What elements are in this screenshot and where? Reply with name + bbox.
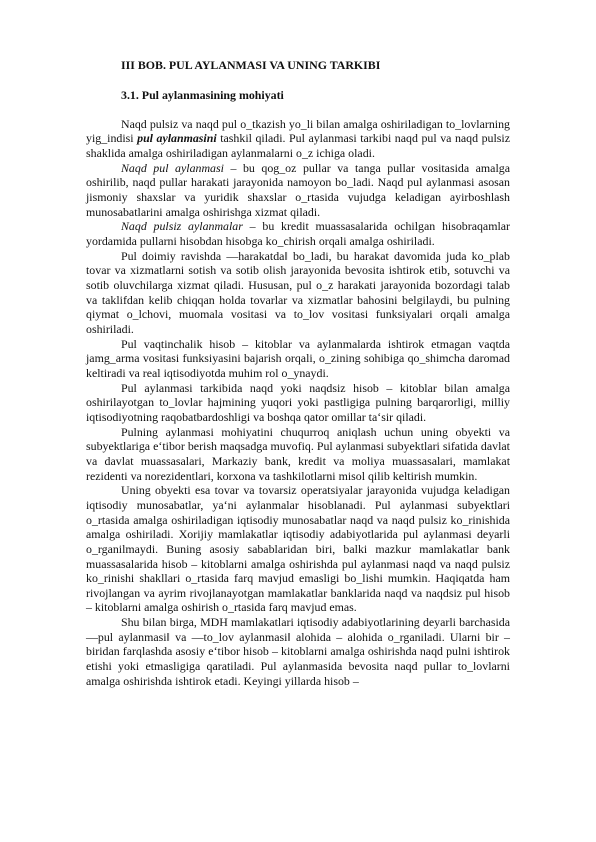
paragraph-3-text: – bu kredit muassasalarida ochilgan hisobraqamlar yordamida pullarni hisobdan hisobga ko_chirish orqali amalga oshiriladi. (86, 219, 510, 249)
paragraph-9: Shu bilan birga, MDH mamlakatlari iqtisodiy adabiyotlarining deyarli barchasida ―pul aylanmasi‖ va ―to_lov aylanmasi‖ alohida – alohida o_rganiladi. Ularni bir – biridan farqlashda asosiy e‘tibor hisob – kitoblarni amalga oshirishda naqd pulni ishtirok etishi yoki etmasligiga qaratiladi. Pul aylanmasida bevosita naqd pullar to_lovlarni amalga oshirishda ishtirok etadi. Keyingi yillarda hisob – (86, 615, 510, 688)
chapter-title: III BOB. PUL AYLANMASI VA UNING TARKIBI (121, 58, 381, 72)
paragraph-1-text: Naqd pulsiz va naqd pul o_tkazish yo_li bilan amalga oshiriladigan to_lovlarning yig_indisi (86, 116, 510, 146)
paragraph-1-rest: tashkil qiladi. Pul aylanmasi tarkibi naqd pul va naqd pulsiz shaklida amalga oshiriladigan aylanmalarni o_z ichiga oladi. (86, 131, 511, 161)
paragraph-2-text: – bu qog_oz pullar va tanga pullar vositasida amalga oshirilib, naqd pullar harakati jarayonida namoyon bo_ladi. Naqd pul aylanmasi asosan jismoniy shaxslar va yuridik shaxslar o_rtasida vujudga keladigan ayirboshlash munosabatlarini amalga oshirishga xizmat qiladi. (86, 160, 510, 219)
paragraph-3 (86, 219, 510, 248)
paragraph-4: Pul doimiy ravishda ―harakatda‖ bo_ladi, bu harakat davomida juda ko_plab tovar va xizmatlarni sotish va sotib olish jarayonida bevosita ishtirok etib, sotuvchi va sotib oluvchilarga xizmat qiladi. Hususan, pul o_z harakati jarayonida bozordagi talab va taklifdan kelib chiqqan holda tovarlar va xizmatlar bahosini belgilaydi, bu pulning qiymat o_lchovi, muomala vositasi va to_lov vositasi funksiyalari orqali amalga oshiriladi. (86, 248, 510, 336)
paragraph-5: Pul vaqtinchalik hisob – kitoblar va aylanmalarda ishtirok etmagan vaqtda jamg_arma vositasi funksiyasini bajarish orqali, o_zining sohibiga qo_shimcha daromad keltiradi va real iqtisodiyotda muhim rol o_ynaydi. (86, 336, 510, 380)
paragraph-6: Pul aylanmasi tarkibida naqd yoki naqdsiz hisob – kitoblar bilan amalga oshirilayotgan to_lovlar hajmining yuqori yoki pastligiga pulning barqarorligi, milliy iqtisodiyotning raqobatbardoshligi va boshqa qator omillar ta‘sir qiladi. (86, 380, 510, 424)
term-naqd-pul-aylanmasi: Naqd pul aylanmasi (121, 160, 224, 175)
section-title: 3.1. Pul aylanmasining mohiyati (121, 87, 284, 102)
term-pul-aylanmasini: pul aylanmasini (137, 131, 217, 146)
paragraph-1 (86, 117, 510, 161)
paragraph-8: Uning obyekti esa tovar va tovarsiz operatsiyalar jarayonida vujudga keladigan iqtisodiy munosabatlar, ya‘ni aylanmalar hisoblanadi. Pul aylanmasi subyektlari o_rtasida amalga oshiriladigan iqtisodiy munosabatlar naqd va naqd pulsiz ko_rinishida amalga oshiriladi. Xorijiy mamlakatlar iqtisodiy adabiyotlarida pul aylanmasi deyarli o_rganilmaydi. Buning asosiy sabablaridan biri, balki mazkur mamlakatlar bank muassasalarida hisob – kitoblarni amalga oshirishda pul aylanmasi naqd va naqd pulsiz ko_rinishi shakllari o_rtasida farq mavjud emasligi bo_lishi mumkin. Haqiqatda ham rivojlangan va ayrim rivojlanayotgan mamlakatlar banklarida naqd va naqdsiz pul hisob – kitoblarni amalga oshirish o_rtasida farq mavjud emas. (86, 483, 510, 615)
term-naqd-pulsiz-aylanmalar: Naqd pulsiz aylanmalar (121, 219, 243, 234)
paragraph-7: Pulning aylanmasi mohiyatini chuqurroq aniqlash uchun uning obyekti va subyektlariga e‘tibor berish maqsadga muvofiq. Pul aylanmasi subyektlari sifatida davlat va davlat muassasalari, Markaziy bank, kredit va moliya muassasalari, mamlakat rezidenti va norezidentlari, korxona va tashkilotlarni misol qilib keltirish mumkin. (86, 424, 510, 483)
document-page (86, 58, 510, 688)
paragraph-2 (86, 161, 510, 220)
